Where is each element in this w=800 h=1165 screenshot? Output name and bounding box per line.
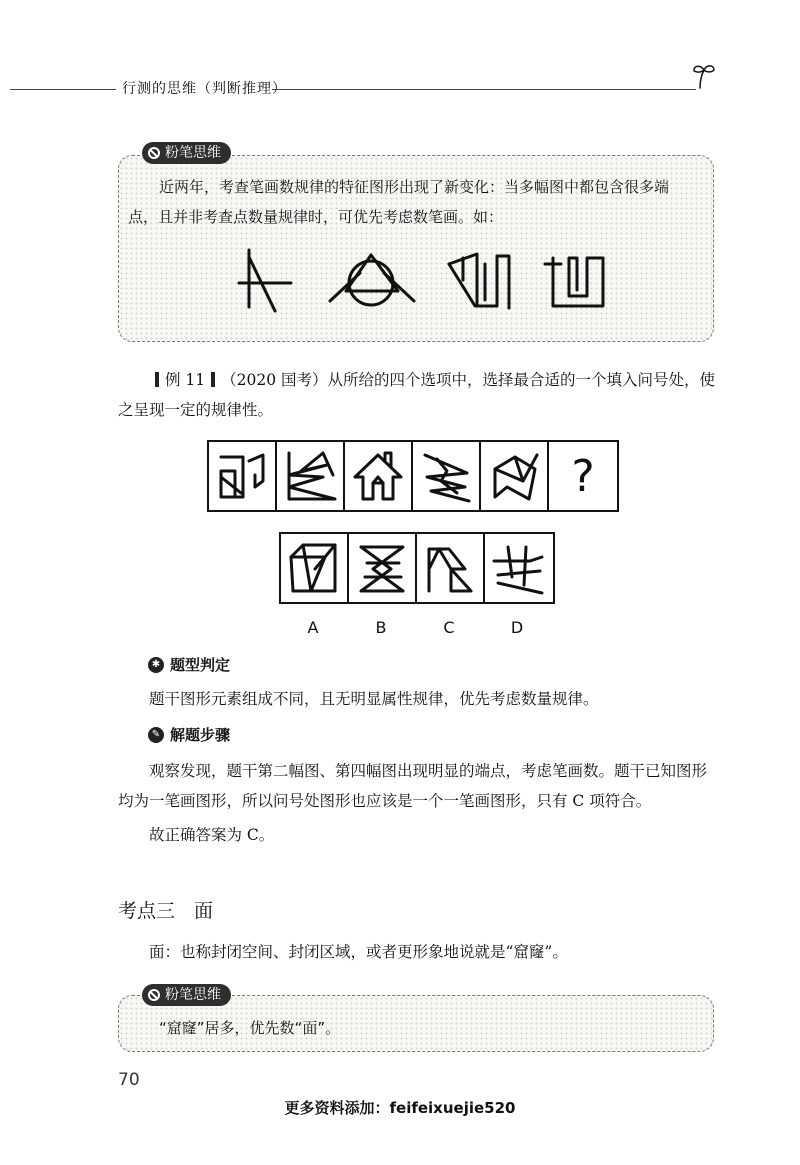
figure-3-shape: [349, 447, 407, 505]
example-mark-left: [155, 372, 159, 387]
question-mark: ?: [571, 450, 595, 502]
example-body: （2020 国考）从所给的四个选项中，选择最合适的一个填入问号处，使之呈现一定的规律性。: [118, 371, 716, 419]
example-mark-right: [211, 372, 215, 387]
callout-1-tag: [142, 142, 231, 164]
solution-steps-heading: [148, 724, 230, 745]
question-figure-2: [277, 442, 345, 510]
option-b-label: B: [375, 618, 387, 637]
option-b-figure: [349, 534, 417, 602]
question-type-heading-label: 题型判定: [170, 656, 231, 674]
callout-2-text: “窟窿”居多，优先数“面”。: [159, 1019, 341, 1037]
illustration-figure-3: [445, 250, 520, 312]
question-type-heading: [148, 654, 230, 675]
question-figure-5: [481, 442, 549, 510]
question-figure-4: [413, 442, 481, 510]
figure-2-shape: [281, 447, 339, 505]
option-a-shape: [285, 539, 343, 597]
example-11-question: [118, 365, 718, 425]
sprout-icon: [690, 62, 718, 90]
header-title: 行测的思维（判断推理）: [118, 78, 291, 98]
question-figure-3: [345, 442, 413, 510]
option-d-figure: [485, 534, 553, 602]
option-c-shape: [421, 539, 479, 597]
option-c-label: C: [443, 618, 455, 637]
question-figure-row: [207, 440, 619, 512]
option-d-shape: [490, 539, 548, 597]
question-mark-cell: [549, 442, 617, 510]
footer-note: 更多资料添加：feifeixuejie520: [284, 1099, 516, 1117]
illustration-figure-4: [543, 250, 613, 312]
option-a-label: A: [307, 618, 319, 637]
figure-1-shape: [213, 447, 271, 505]
callout-1-text: 近两年，考查笔画数规律的特征图形出现了新变化：当多幅图中都包含很多端点，且并非考查点数量规律时，可优先考虑数笔画。如：: [128, 178, 670, 226]
pencil-icon: ✎: [148, 727, 164, 743]
answer-text: 故正确答案为 C。: [149, 826, 275, 844]
header-rule-left: [10, 89, 116, 90]
question-figure-1: [209, 442, 277, 510]
answer-options-row: [279, 532, 555, 604]
ban-icon: [148, 989, 160, 1001]
option-d-label: D: [510, 618, 524, 637]
header-rule-right: [272, 89, 696, 90]
page-number: 70: [118, 1070, 140, 1090]
illustration-figure-1: [235, 245, 295, 315]
option-b-shape: [353, 539, 411, 597]
example-label: 例 11: [165, 371, 206, 389]
option-c-figure: [417, 534, 485, 602]
callout-2-tag-label: 粉笔思维: [165, 987, 221, 1003]
question-type-text: 题干图形元素组成不同，且无明显属性规律，优先考虑数量规律。: [149, 690, 599, 708]
topic-3-title: 考点三 面: [118, 900, 214, 922]
solution-steps-text: 观察发现，题干第二幅图、第四幅图出现明显的端点，考虑笔画数。题干已知图形均为一笔画图形，所以问号处图形也应该是一个一笔画图形，只有 C 项符合。: [118, 762, 708, 810]
figure-4-shape: [417, 447, 475, 505]
gear-icon: ✱: [148, 657, 164, 673]
illustration-figure-2: [328, 245, 418, 315]
solution-steps-heading-label: 解题步骤: [170, 726, 231, 744]
figure-5-shape: [485, 447, 543, 505]
topic-3-definition: 面：也称封闭空间、封闭区域，或者更形象地说就是“窟窿”。: [149, 943, 568, 961]
ban-icon: [148, 147, 160, 159]
callout-2-tag: [142, 984, 231, 1006]
option-a-figure: [281, 534, 349, 602]
callout-1-tag-label: 粉笔思维: [165, 145, 221, 161]
